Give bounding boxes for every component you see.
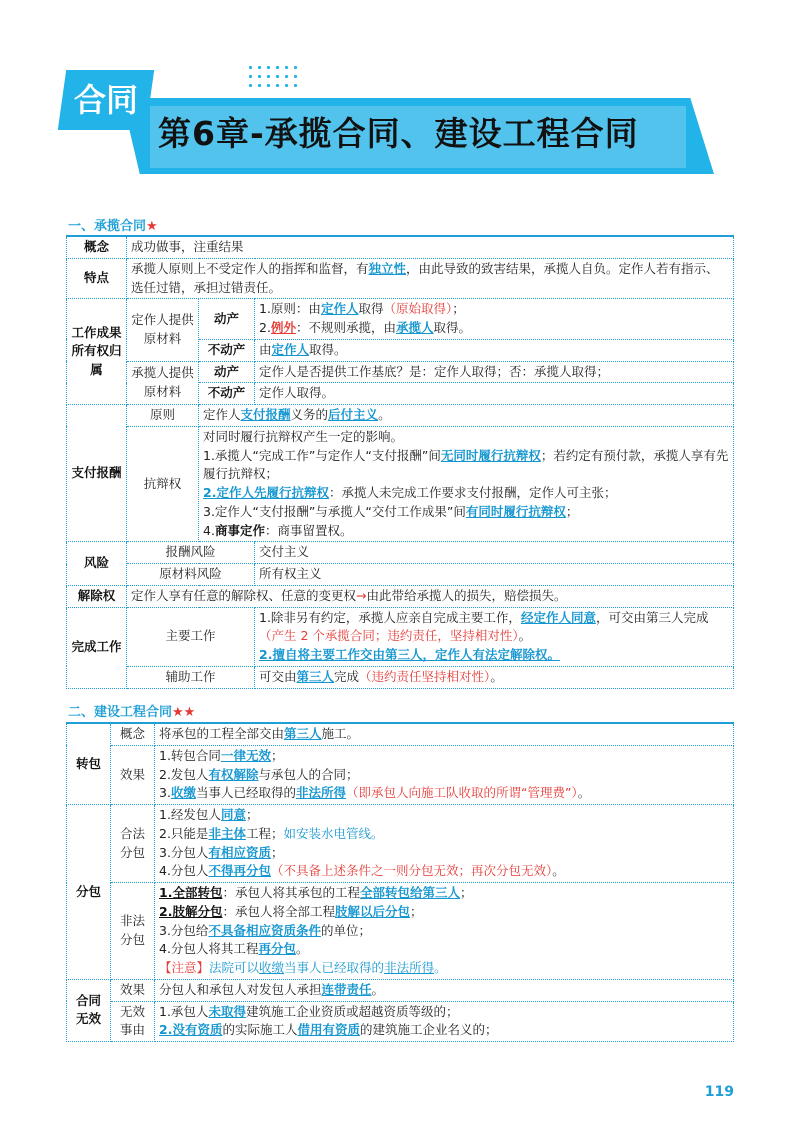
transfer-effect: 1.转包合同一律无效； 2.发包人有权解除与承包人的合同； 3.收缴当事人已经取得的非法所得（即承包人向施工队收取的所谓“管理费”）。	[155, 745, 734, 804]
section2-title: 二、建设工程合同★★	[68, 705, 196, 720]
transfer-concept: 将承包的工程全部交由第三人施工。	[155, 723, 734, 745]
ownership-rule3: 定作人是否提供工作基底？是：定作人取得；否：承揽人取得；	[255, 361, 734, 383]
void-effect-label: 效果	[111, 979, 155, 1001]
void-label: 合同无效	[67, 979, 111, 1041]
ownership-rule1: 1.原则：由定作人取得（原始取得）； 2.例外：不规则承揽，由承揽人取得。	[255, 299, 734, 340]
ownership-rule2: 由定作人取得。	[255, 339, 734, 361]
payment-principle-label: 原则	[127, 405, 199, 427]
subcontract-label: 分包	[67, 805, 111, 980]
section1-title: 一、承揽合同★	[68, 219, 158, 234]
legal-sub-label: 合法分包	[111, 805, 155, 883]
ownership-group1: 定作人提供原材料	[127, 299, 199, 361]
section2-table	[66, 722, 734, 1042]
concept-text: 成功做事，注重结果	[127, 236, 734, 258]
finish-label: 完成工作	[67, 607, 127, 688]
concept-label: 概念	[67, 236, 127, 258]
main-work-text: 1.除非另有约定，承揽人应亲自完成主要工作，经定作人同意，可交由第三人完成 （产生 2 个承揽合同；违约责任，坚持相对性）。 2.擅自将主要工作交由第三人，定作人有法定解除权。	[255, 607, 734, 666]
transfer-label: 转包	[67, 723, 111, 805]
chapter-tag-label: 合同	[73, 80, 139, 119]
ownership-group2: 承揽人提供原材料	[127, 361, 199, 405]
void-cause-label: 无效事由	[111, 1001, 155, 1042]
movable-label: 动产	[199, 299, 255, 340]
immovable-label-2: 不动产	[199, 383, 255, 405]
payment-defense: 对同时履行抗辩权产生一定的影响。 1.承揽人“完成工作”与定作人“支付报酬”间无同时履行抗辩权；若约定有预付款，承揽人享有先履行抗辩权； 2.定作人先履行抗辩权：承揽人未完成工作要求支付报酬，定作人可主张； 3.定作人“支付报酬”与承揽人“交付工作成果”间有同时履行抗辩权； 4.商事定作：商事留置权。	[199, 426, 734, 542]
feature-label: 特点	[67, 258, 127, 299]
transfer-effect-label: 效果	[111, 745, 155, 804]
illegal-sub-label: 非法分包	[111, 883, 155, 980]
section1-table	[66, 235, 734, 689]
risk-value-1: 交付主义	[255, 542, 734, 564]
immovable-label: 不动产	[199, 339, 255, 361]
cancel-label: 解除权	[67, 585, 127, 607]
risk-label: 风险	[67, 542, 127, 586]
ownership-label: 工作成果所有权归属	[67, 299, 127, 405]
payment-principle: 定作人支付报酬义务的后付主义。	[199, 405, 734, 427]
payment-label: 支付报酬	[67, 405, 127, 542]
feature-text: 承揽人原则上不受定作人的指挥和监督，有独立性，由此导致的致害结果，承揽人自负。定作人若有指示、选任过错，承担过错责任。	[127, 258, 734, 299]
page-number: 119	[704, 1083, 734, 1100]
movable-label-2: 动产	[199, 361, 255, 383]
ownership-rule4: 定作人取得。	[255, 383, 734, 405]
cancel-text: 定作人享有任意的解除权、任意的变更权→由此带给承揽人的损失，赔偿损失。	[127, 585, 734, 607]
chapter-tag	[58, 70, 154, 130]
risk-key-1: 报酬风险	[127, 542, 255, 564]
aux-work-text: 可交由第三人完成（违约责任坚持相对性）。	[255, 666, 734, 688]
illegal-sub-text: 1.全部转包：承包人将其承包的工程全部转包给第三人； 2.肢解分包：承包人将全部工程肢解以后分包； 3.分包给不具备相应资质条件的单位； 4.分包人将其工程再分包。 【注意】法院可以收缴当事人已经取得的非法所得。	[155, 883, 734, 980]
payment-defense-label: 抗辩权	[127, 426, 199, 542]
risk-key-2: 原材料风险	[127, 564, 255, 586]
void-causes: 1.承包人未取得建筑施工企业资质或超越资质等级的； 2.没有资质的实际施工人借用有资质的建筑施工企业名义的；	[155, 1001, 734, 1042]
transfer-concept-label: 概念	[111, 723, 155, 745]
main-work-label: 主要工作	[127, 607, 255, 666]
risk-value-2: 所有权主义	[255, 564, 734, 586]
legal-sub-text: 1.经发包人同意； 2.只能是非主体工程；如安装水电管线。 3.分包人有相应资质； 4.分包人不得再分包（不具备上述条件之一则分包无效；再次分包无效）。	[155, 805, 734, 883]
aux-work-label: 辅助工作	[127, 666, 255, 688]
void-effect: 分包人和承包人对发包人承担连带责任。	[155, 979, 734, 1001]
page-title: 第6章-承揽合同、建设工程合同	[158, 114, 639, 153]
decorative-dots	[246, 63, 302, 89]
